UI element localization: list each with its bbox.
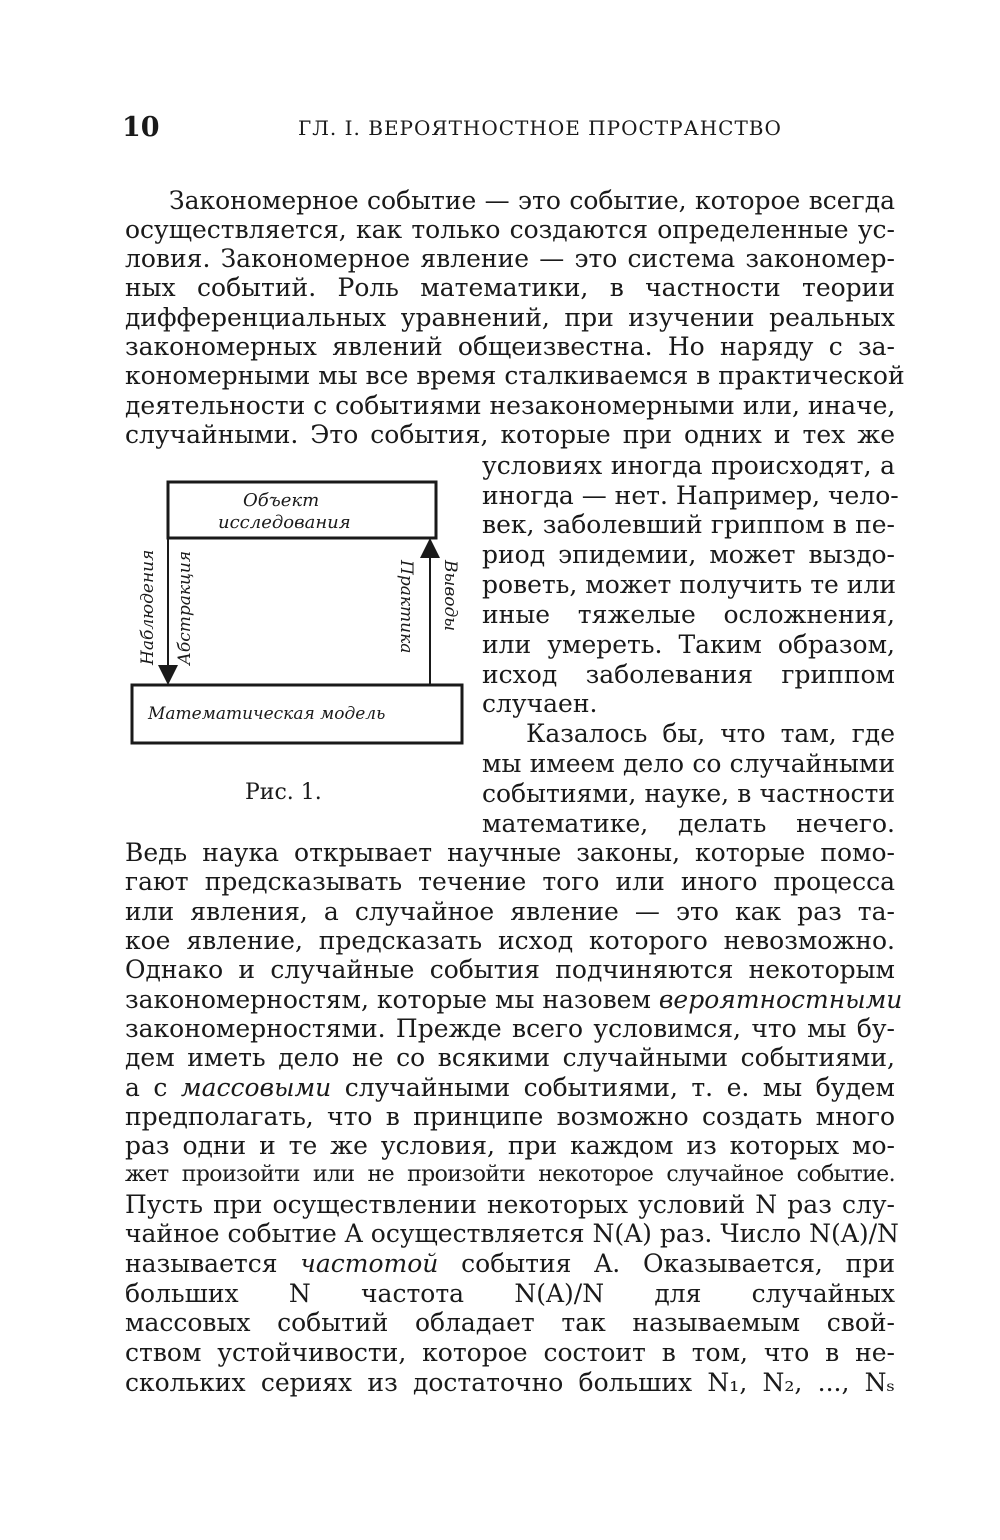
- text-line: предполагать, что в принципе возможно создать много: [125, 1102, 895, 1131]
- text-line: раз одни и те же условия, при каждом из которых мо-: [125, 1131, 895, 1160]
- text-line: скольких сериях из достаточно больших N₁, N₂, ..., Nₛ: [125, 1368, 895, 1397]
- emphasis-frequency: частотой: [300, 1249, 439, 1278]
- text-line: условиях иногда происходят, а: [482, 451, 895, 480]
- text-line: чайное событие A осуществляется N(A) раз. Число N(A)/N: [125, 1219, 899, 1248]
- figure-diagram: [118, 470, 473, 810]
- text-line: Пусть при осуществлении некоторых условий N раз слу-: [125, 1190, 895, 1219]
- text-line: дем иметь дело не со всякими случайными событиями,: [125, 1043, 895, 1072]
- text-line: Казалось бы, что там, где: [526, 719, 895, 748]
- text-fragment: называется: [125, 1249, 278, 1278]
- model-box-label: Математическая модель: [148, 704, 386, 724]
- text-line: ловия. Закономерное явление — это система закономер-: [125, 244, 895, 273]
- text-line: иногда — нет. Например, чело-: [482, 481, 899, 510]
- label-abstraction: Абстракция: [175, 550, 195, 665]
- text-line: риод эпидемии, может выздо-: [482, 540, 895, 569]
- text-line: закономерных явлений общеизвестна. Но наряду с за-: [125, 332, 895, 361]
- page-number: 10: [122, 112, 160, 143]
- text-line: роветь, может получить те или: [482, 570, 896, 599]
- text-line: [125, 1073, 895, 1103]
- object-box-label-2: исследования: [218, 512, 351, 533]
- text-line: кономерными мы все время сталкиваемся в практической: [125, 361, 905, 390]
- text-line: или явления, а случайное явление — это как раз та-: [125, 897, 895, 926]
- text-line: массовых событий обладает так называемым свой-: [125, 1308, 895, 1337]
- text-line: случайными. Это события, которые при одних и тех же: [125, 420, 895, 449]
- label-conclusions: Выводы: [440, 560, 460, 632]
- text-line: [125, 985, 903, 1015]
- text-line: деятельности с событиями незакономерными или, иначе,: [125, 391, 896, 420]
- text-line: мы имеем дело со случайными: [482, 749, 895, 778]
- label-observations: Наблюдения: [138, 549, 158, 665]
- text-line: Ведь наука открывает научные законы, которые помо-: [125, 838, 895, 867]
- page-header: [122, 112, 892, 152]
- text-fragment: события A. Оказывается, при: [461, 1249, 895, 1278]
- text-line: дифференциальных уравнений, при изучении реальных: [125, 303, 895, 332]
- text-fragment: а с: [125, 1073, 168, 1102]
- text-line: ных событий. Роль математики, в частности теории: [125, 273, 895, 302]
- text-line: век, заболевший гриппом в пе-: [482, 510, 895, 539]
- text-line: закономерностями. Прежде всего условимся, что мы бу-: [125, 1014, 895, 1043]
- text-line: [125, 1249, 895, 1279]
- emphasis-probabilistic: вероятностными: [658, 985, 903, 1014]
- text-line: гают предсказывать течение того или иного процесса: [125, 867, 895, 896]
- text-fragment: случайными событиями, т. е. мы будем: [344, 1073, 895, 1102]
- text-line: иные тяжелые осложнения,: [482, 600, 895, 629]
- text-line: ством устойчивости, которое состоит в том, что в не-: [125, 1338, 895, 1367]
- text-line: жет произойти или не произойти некоторое случайное событие.: [125, 1162, 895, 1187]
- text-line: кое явление, предсказать исход которого невозможно.: [125, 926, 895, 955]
- emphasis-mass: массовыми: [180, 1073, 332, 1102]
- text-line: Однако и случайные события подчиняются некоторым: [125, 955, 895, 984]
- text-line: осуществляется, как только создаются определенные ус-: [125, 215, 895, 244]
- object-box-label-1: Объект: [243, 490, 320, 511]
- text-line: исход заболевания гриппом: [482, 660, 895, 689]
- text-line: или умереть. Таким образом,: [482, 630, 895, 659]
- text-line: случаен.: [482, 689, 598, 718]
- text-line: математике, делать нечего.: [482, 809, 895, 838]
- text-line: больших N частота N(A)/N для случайных: [125, 1279, 895, 1308]
- text-line: Закономерное событие — это событие, которое всегда: [169, 186, 895, 215]
- text-line: событиями, науке, в частности: [482, 779, 895, 808]
- running-title: ГЛ. I. ВЕРОЯТНОСТНОЕ ПРОСТРАНСТВО: [298, 116, 782, 140]
- figure-caption: Рис. 1.: [245, 780, 322, 805]
- label-practice: Практика: [396, 560, 416, 654]
- text-fragment: закономерностям, которые мы назовем: [125, 985, 651, 1014]
